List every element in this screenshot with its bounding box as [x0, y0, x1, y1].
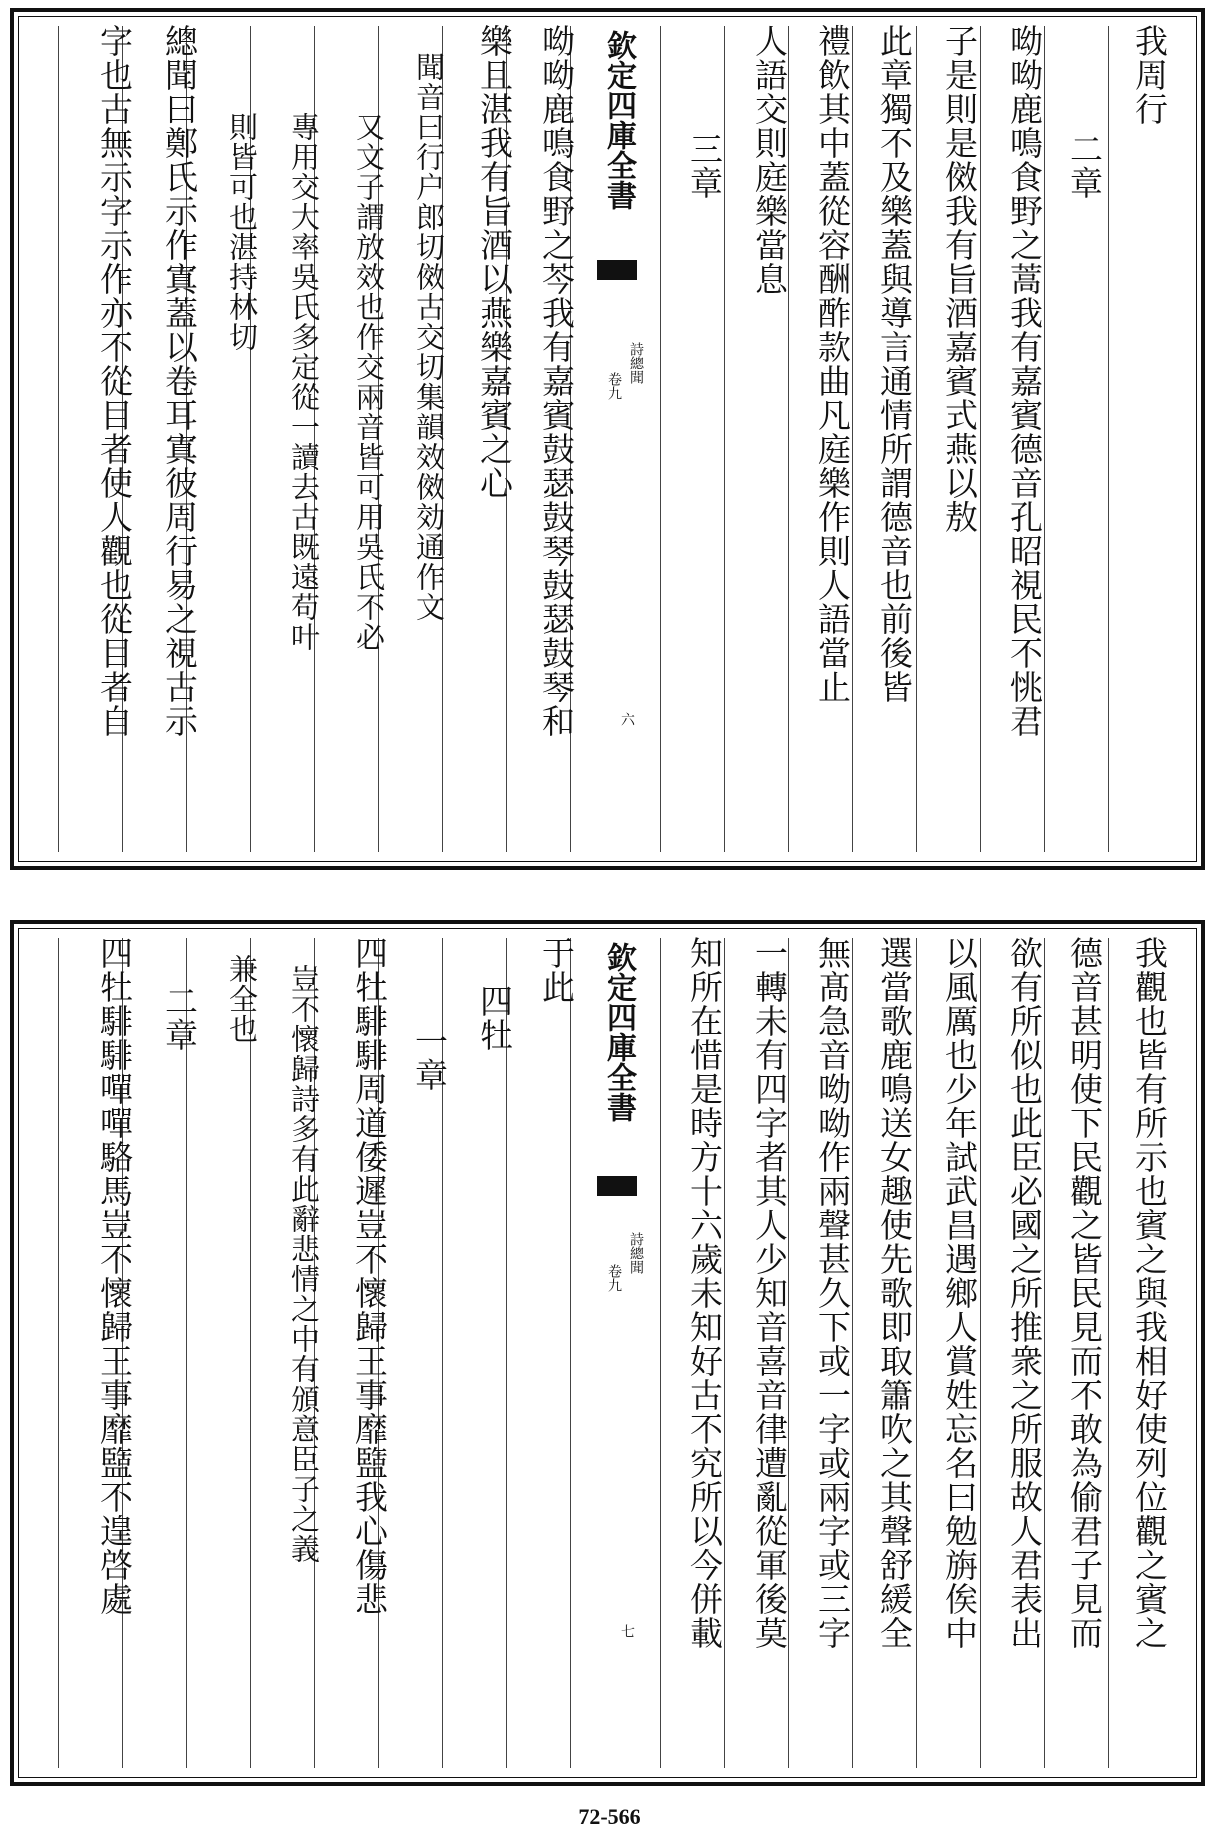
text-column: 欲有所似也此臣必國之所推衆之所服故人君表出: [1005, 936, 1044, 1650]
text-column: 樂且湛我有旨酒以燕樂嘉賓之心: [475, 24, 514, 500]
top-page: [10, 8, 1205, 870]
column-rule: [980, 26, 981, 852]
spine-fishtail-top: [597, 260, 637, 280]
text-column: 豈不懷歸詩多有此辭悲情之中有頒意臣子之義: [287, 964, 321, 1564]
spine-bottom: [596, 942, 640, 1122]
column-rule: [570, 938, 571, 1768]
text-column: 于此: [537, 936, 576, 1004]
column-rule: [980, 938, 981, 1768]
text-column: 字也古無示字示作亦不從目者使人觀也從目者自: [95, 24, 134, 738]
spine-top: [596, 30, 640, 210]
spine-title: 欽定四庫全書: [601, 942, 636, 1122]
text-column: 子是則是傚我有旨酒嘉賓式燕以敖: [940, 24, 979, 534]
spine-page-number: 六: [619, 712, 635, 726]
text-column: 知所在惜是時方十六歲未知好古不究所以今併載: [685, 936, 724, 1650]
column-rule: [724, 938, 725, 1768]
text-column: 我周行: [1130, 24, 1169, 126]
text-column: 以風厲也少年試武昌遇鄉人賞姓忘名曰勉旃俟中: [940, 936, 979, 1650]
text-column: 則皆可也湛持林切: [225, 112, 259, 352]
text-column: 二章: [1065, 132, 1104, 200]
text-column: 人語交則庭樂當息: [750, 24, 789, 296]
text-column: 我觀也皆有所示也賓之與我相好使列位觀之賓之: [1130, 936, 1169, 1650]
spine-book-title: 詩總聞: [628, 342, 644, 384]
spine-volume: 卷九: [606, 1264, 622, 1292]
column-rule: [250, 938, 251, 1768]
column-rule: [58, 26, 59, 852]
column-rule: [660, 26, 661, 852]
column-rule: [660, 938, 661, 1768]
text-column: 一轉未有四字者其人少知音喜音律遭亂從軍後莫: [750, 936, 789, 1650]
text-column: 選當歌鹿鳴送女趣使先歌即取簫吹之其聲舒緩全: [875, 936, 914, 1650]
spine-title: 欽定四庫全書: [601, 30, 636, 210]
text-column: 總聞曰鄭氏示作寘蓋以卷耳寘彼周行易之視古示: [160, 24, 199, 738]
column-rule: [186, 938, 187, 1768]
text-column: 專用交大率吳氏多定從一讀去古既遠苟叶: [287, 112, 321, 652]
column-rule: [1044, 938, 1045, 1768]
page-footer-number: 72-566: [578, 1804, 641, 1829]
column-rule: [852, 938, 853, 1768]
text-column: 呦呦鹿鳴食野之芩我有嘉賓鼓瑟鼓琴鼓瑟鼓琴和: [537, 24, 576, 738]
column-rule: [58, 938, 59, 1768]
text-column: 禮飲其中蓋從容酬酢款曲凡庭樂作則人語當止: [813, 24, 852, 704]
text-column: 呦呦鹿鳴食野之蒿我有嘉賓德音孔昭視民不恌君: [1005, 24, 1044, 738]
column-rule: [916, 938, 917, 1768]
column-rule: [1108, 26, 1109, 852]
text-column: 德音甚明使下民觀之皆民見而不敢為偷君子見而: [1065, 936, 1104, 1650]
column-rule: [724, 26, 725, 852]
text-column: 三章: [685, 132, 724, 200]
spine-fishtail-bottom: [597, 1176, 637, 1196]
column-rule: [1044, 26, 1045, 852]
column-rule: [506, 938, 507, 1768]
text-column: 一章: [410, 1024, 449, 1092]
text-column: 聞音曰行户郎切傚古交切集韻效傚効通作文: [412, 52, 446, 622]
spine-volume: 卷九: [606, 372, 622, 400]
column-rule: [916, 26, 917, 852]
spine-page-number: 七: [619, 1624, 635, 1638]
text-column: 二章: [160, 984, 199, 1052]
column-rule: [852, 26, 853, 852]
text-column: 又文子謂放效也作交兩音皆可用吳氏不必: [352, 112, 386, 652]
text-column: 兼全也: [225, 954, 259, 1044]
bottom-page: [10, 920, 1205, 1786]
text-column: 無髙急音呦呦作兩聲甚久下或一字或兩字或三字: [813, 936, 852, 1650]
text-column: 四牡騑騑周道倭遲豈不懷歸王事靡盬我心傷悲: [350, 936, 389, 1616]
text-column: 四牡騑騑嘽嘽駱馬豈不懷歸王事靡盬不遑啓處: [95, 936, 134, 1616]
column-rule: [1108, 938, 1109, 1768]
spine-book-title: 詩總聞: [628, 1232, 644, 1274]
text-column: 四牡: [475, 984, 514, 1052]
text-column: 此章獨不及樂蓋與導言通情所謂德音也前後皆: [875, 24, 914, 704]
